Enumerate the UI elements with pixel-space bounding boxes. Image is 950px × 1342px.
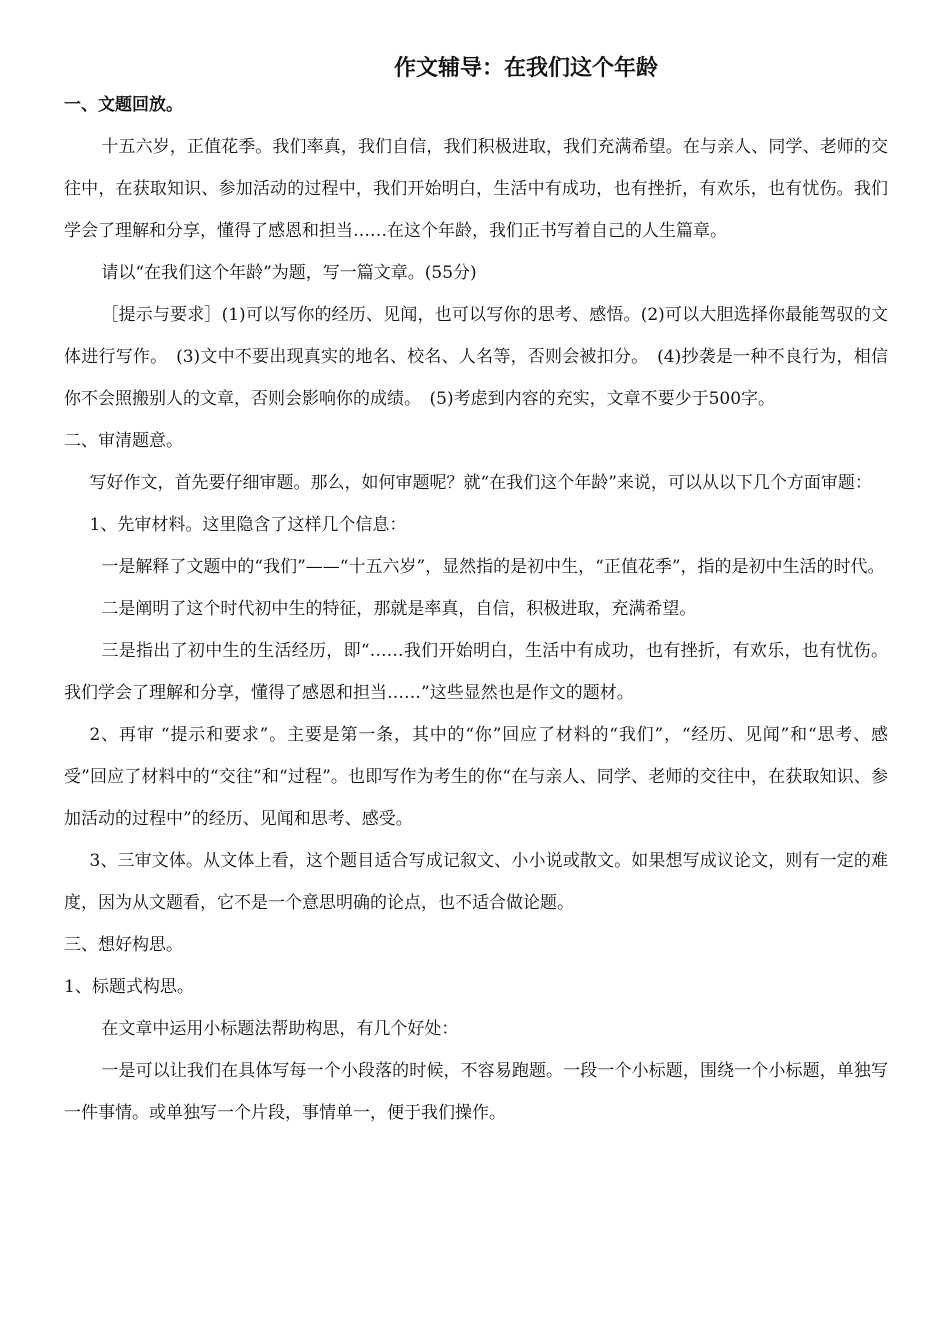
info2-paragraph: 二是阐明了这个时代初中生的特征，那就是率真，自信，积极进取，充满希望。 <box>101 599 697 619</box>
task-paragraph: 请以“在我们这个年龄”为题，写一篇文章。(55分) <box>101 263 477 283</box>
info3-paragraph: 三是指出了初中生的生活经历，即“……我们开始明白，生活中有成功，也有挫折，有欢乐，也有忧伤。我们学会了理解和分享，懂得了感恩和担当……”这些显然也是作文的题材。 <box>64 641 888 703</box>
method1-benefit1: 一是可以让我们在具体写每一个小段落的时候，不容易跑题。一段一个小标题，围绕一个小标题，单独写一件事情。或单独写一个片段，事情单一，便于我们操作。 <box>64 1061 888 1123</box>
info1-paragraph: 一是解释了文题中的“我们”——“十五六岁”，显然指的是初中生，“正值花季”，指的是初中生活的时代。 <box>101 557 885 577</box>
method1-intro: 在文章中运用小标题法帮助构思，有几个好处： <box>101 1019 459 1039</box>
section1-heading: 一、文题回放。 <box>64 95 183 115</box>
analysis-intro: 写好作文，首先要仔细审题。那么，如何审题呢？就“在我们这个年龄”来说，可以从以下几个方面审题： <box>89 473 872 493</box>
document-title: 作文辅导：在我们这个年龄 <box>393 56 658 81</box>
step1-paragraph: 1、先审材料。这里隐含了这样几个信息： <box>89 515 407 535</box>
section2-heading: 二、审清题意。 <box>64 431 183 451</box>
section3-heading: 三、想好构思。 <box>64 935 183 955</box>
prompt-paragraph: 十五六岁，正值花季。我们率真，我们自信，我们积极进取，我们充满希望。在与亲人、同学、老师的交往中，在获取知识、参加活动的过程中，我们开始明白，生活中有成功，也有挫折，有欢乐，也有忧伤。我们学会了理解和分享，懂得了感恩和担当……在这个年龄，我们正书写着自己的人生篇章。 <box>64 137 888 241</box>
step3-paragraph: 3、三审文体。从文体上看，这个题目适合写成记叙文、小小说或散文。如果想写成议论文，则有一定的难度，因为从文题看，它不是一个意思明确的论点，也不适合做论题。 <box>64 851 888 913</box>
method1-heading: 1、标题式构思。 <box>64 977 194 997</box>
step2-paragraph: 2、再审 “提示和要求”。主要是第一条，其中的“你”回应了材料的“我们”，“经历、见闻”和“思考、感受”回应了材料中的“交往”和“过程”。也即写作为考生的你“在与亲人、同学、老师的交往中，在获取知识、参加活动的过程中”的经历、见闻和思考、感受。 <box>64 725 888 829</box>
requirements-paragraph: ［提示与要求］(1)可以写你的经历、见闻，也可以写你的思考、感悟。(2)可以大胆选择你最能驾驭的文体进行写作。 (3)文中不要出现真实的地名、校名、人名等，否则会被扣分。 (4)抄袭是一种不良行为，相信你不会照搬别人的文章，否则会影响你的成绩。 (5)考虑到内容的充实，文章不要少于500字。 <box>64 305 888 409</box>
